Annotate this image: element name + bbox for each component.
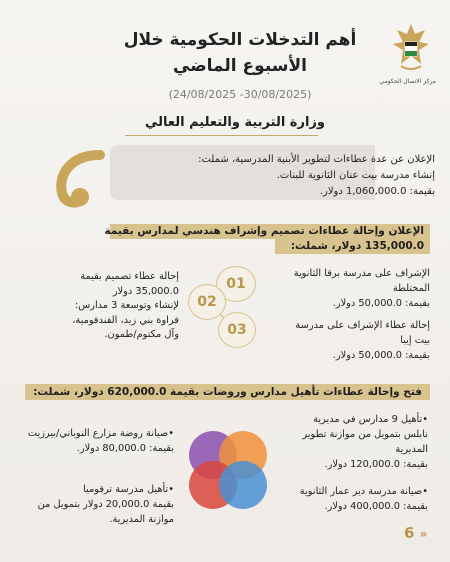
announcement-line: إنشاء مدرسة بيت عنان الثانوية للبنات. (276, 170, 435, 181)
venn-circles-graphic (178, 420, 278, 520)
item-line: إحالة عطاء الإشراف على مدرسة (295, 320, 430, 331)
right-bottom-text (268, 484, 428, 514)
item-02-text (14, 270, 179, 343)
item-line: قراوة بني زيد، الفندقومية، (72, 314, 179, 326)
item-line: لإنشاء وتوسعة 3 مدارس: (74, 300, 179, 311)
item-line: بيت إيبا (400, 335, 430, 346)
bullet-line: •صيانة مدرسة دير عمار الثانوية (299, 486, 428, 497)
item-number-02: 02 (188, 284, 226, 320)
item-line: 35,000.0 دولار (112, 285, 179, 297)
item-line: إحالة عطاء تصميم بقيمة (80, 271, 179, 282)
item-03-text (262, 318, 430, 363)
item-line: بقيمة: 50,000.0 دولار. (332, 350, 430, 361)
item-number-03: 03 (218, 312, 256, 348)
heading-text: فتح وإحالة عطاءات تأهيل مدارس وروضات بقيمة 620,000.0 دولار، شملت: (33, 386, 422, 398)
bullet-line: •صيانة روضة مزارع النوباني/بيرزيت (27, 428, 174, 439)
item-line: وآل مكتوم/طمون. (104, 329, 179, 340)
eagle-emblem-icon (391, 20, 431, 76)
item-line: الإشراف على مدرسة برقا الثانوية (293, 268, 430, 279)
bullet-line: •تأهيل مدرسة ترقوميا (83, 484, 174, 495)
item-number-01: 01 (216, 266, 256, 302)
section-underline (125, 135, 318, 136)
item-01-text (262, 266, 430, 311)
page-title-line1: أهم التدخلات الحكومية خلال (123, 30, 357, 50)
bullet-line: بقيمة: 80,000.0 دولار. (76, 443, 174, 454)
bullet-line: موازنة المديرية. (109, 514, 174, 525)
government-logo (379, 20, 436, 98)
rehabilitation-heading (25, 384, 430, 400)
left-bottom-text (14, 482, 174, 527)
announcement-line: الإعلان عن عدة عطاءات لتطوير الأبنية المدرسية، شملت: (198, 154, 435, 165)
bullet-line: نابلس بتمويل من موازنة تطوير (302, 429, 428, 440)
bullet-line: المديرية (395, 444, 428, 455)
page-title-line2: الأسبوع الماضي (173, 56, 307, 76)
logo-caption: مركز الاتصال الحكومي (379, 78, 436, 85)
quote-mark-icon (40, 135, 120, 215)
bullet-line: بقيمة: 400,000.0 دولار. (324, 501, 428, 512)
right-top-text (268, 412, 428, 472)
section-ministry-title: وزارة التربية والتعليم العالي (144, 115, 325, 130)
heading-line: الإعلان وإحالة عطاءات تصميم وإشراف هندسي لمدارس بقيمة (104, 225, 424, 237)
item-line: المختلطة (392, 283, 430, 294)
heading-line: 135,000.0 دولار، شملت: (290, 240, 424, 252)
announcement-text (170, 152, 435, 200)
item-line: بقيمة: 50,000.0 دولار. (332, 298, 430, 309)
date-range: (24/08/2025 -30/08/2025) (168, 88, 312, 101)
bullet-line: بقيمة: 120,000.0 دولار. (324, 459, 428, 470)
bullet-line: بقيمة 20,000.0 دولار بتمويل من (37, 499, 174, 510)
chevron-right-icon: » (419, 527, 428, 541)
heading-text (14, 224, 424, 254)
page-number (404, 524, 427, 542)
design-supervision-heading (10, 224, 430, 254)
announcement-line: بقيمة: 1,060,000.0 دولار. (319, 186, 435, 197)
page-number-value: 6 (404, 524, 415, 542)
bullet-line: •تأهيل 9 مدارس في مديرية (313, 414, 428, 425)
left-top-text (14, 426, 174, 456)
